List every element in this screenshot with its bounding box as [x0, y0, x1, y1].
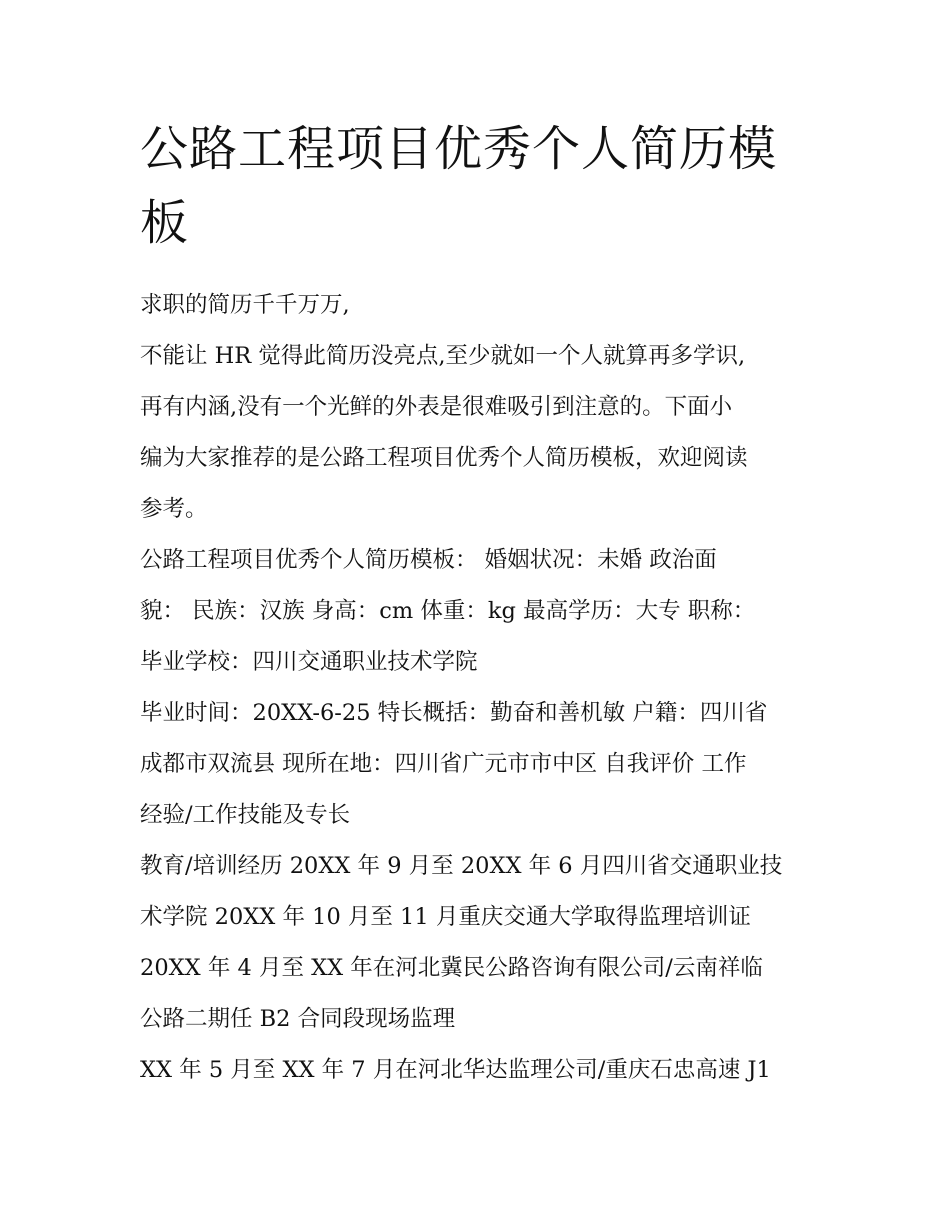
body-line: 经验/工作技能及专长 — [140, 802, 351, 828]
document-body — [140, 280, 820, 1096]
document-title — [140, 112, 820, 260]
body-line: 毕业时间：20XX-6-25 特长概括：勤奋和善机敏 户籍：四川省 — [140, 700, 768, 726]
body-line: 公路二期任 B2 合同段现场监理 — [140, 1006, 456, 1032]
title-line-2: 板 — [140, 195, 190, 251]
body-line: 公路工程项目优秀个人简历模板： 婚姻状况：未婚 政治面 — [140, 547, 717, 573]
body-line: 毕业学校：四川交通职业技术学院 — [140, 649, 478, 675]
body-line: 参考。 — [140, 496, 208, 522]
body-line: 不能让 HR 觉得此简历没亮点,至少就如一个人就算再多学识, — [140, 343, 746, 369]
body-line: XX 年 5 月至 XX 年 7 月在河北华达监理公司/重庆石忠高速 J1 — [140, 1057, 771, 1083]
body-line: 成都市双流县 现所在地：四川省广元市市中区 自我评价 工作 — [140, 751, 747, 777]
document-page — [140, 112, 820, 1096]
body-line: 貌： 民族：汉族 身高：cm 体重：kg 最高学历：大专 职称： — [140, 598, 756, 624]
body-line: 教育/培训经历 20XX 年 9 月至 20XX 年 6 月四川省交通职业技 — [140, 853, 783, 879]
body-line: 编为大家推荐的是公路工程项目优秀个人简历模板，欢迎阅读 — [140, 445, 748, 471]
body-line: 求职的简历千千万万, — [140, 292, 350, 318]
title-line-1: 公路工程项目优秀个人简历模 — [140, 121, 778, 177]
body-line: 20XX 年 4 月至 XX 年在河北冀民公路咨询有限公司/云南祥临 — [140, 955, 763, 981]
body-line: 再有内涵,没有一个光鲜的外表是很难吸引到注意的。下面小 — [140, 394, 733, 420]
body-line: 术学院 20XX 年 10 月至 11 月重庆交通大学取得监理培训证 — [140, 904, 751, 930]
